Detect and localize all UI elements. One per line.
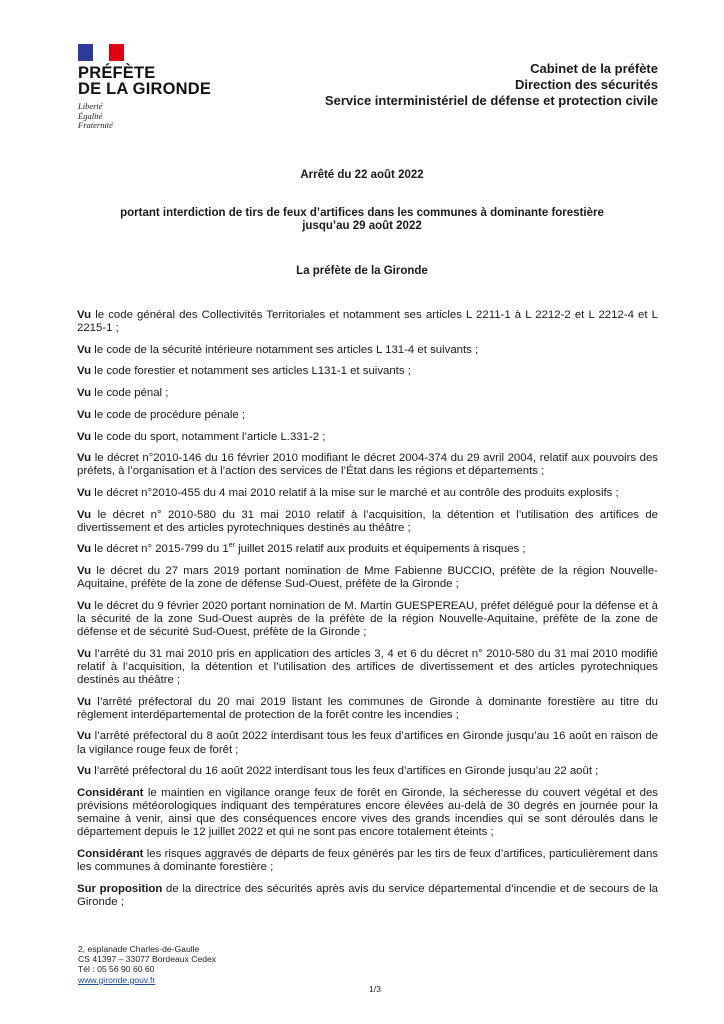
proposition-paragraph: Sur proposition de la directrice des sécurités après avis du service départemental d’incendie et de secours de la Gironde ; xyxy=(77,882,659,908)
arrete-subject xyxy=(0,207,724,233)
marianne-flag-icon xyxy=(78,44,124,61)
visa-paragraph: Vu le code de la sécurité intérieure notamment ses articles L 131-4 et suivants ; xyxy=(77,343,479,356)
motto-fraternite: Fraternité xyxy=(78,120,113,130)
visas-list xyxy=(77,309,658,917)
visa-paragraph: Vu le décret n° 2010-580 du 31 mai 2010 relatif à l’acquisition, la détention et l’utilisation des artifices de divertissement et des articles pyrotechniques destinés au théâtre ; xyxy=(77,508,658,534)
logo-title-line1: PRÉFÈTE xyxy=(78,64,156,82)
service-sidpc: Service interministériel de défense et protection civile xyxy=(324,93,658,108)
visa-paragraph: Vu le code du sport, notamment l’article L.331-2 ; xyxy=(77,430,326,443)
arrete-date-title: Arrêté du 22 août 2022 xyxy=(300,169,424,181)
service-direction: Direction des sécurités xyxy=(514,77,658,92)
visa-paragraph: Vu le décret n° 2015-799 du 1er juillet 2015 relatif aux produits et équipements à risques ; xyxy=(77,542,526,556)
subject-line-2: jusqu’au 29 août 2022 xyxy=(302,220,422,232)
considerant-paragraph: Considérant le maintien en vigilance orange feux de forêt en Gironde, la sécheresse du couvert végétal et des prévisions météorologiques indiquant des températures encore élevées au-delà de 30 degrés en journée pour la semaine à venir, ainsi que des conséquences encore vives des grands incendies qui se sont déroulés dans le département depuis le 12 juillet 2022 et qui ne sont pas encore totalement éteints ; xyxy=(77,786,658,839)
footer-phone: Tél : 05 56 90 60 60 xyxy=(78,964,155,975)
footer-address-line2: CS 41397 – 33077 Bordeaux Cedex xyxy=(78,954,217,965)
visa-paragraph: Vu le code de procédure pénale ; xyxy=(77,408,246,421)
footer-website-link[interactable]: www.gironde.gouv.fr xyxy=(78,974,156,985)
visa-paragraph: Vu le décret du 27 mars 2019 portant nomination de Mme Fabienne BUCCIO, préfète de la région Nouvelle-Aquitaine, préfète de la zone de défense Sud-Ouest, préfète de la Gironde ; xyxy=(77,565,658,591)
subject-line-1: portant interdiction de tirs de feux d’artifices dans les communes à dominante forestière xyxy=(120,207,604,219)
footer-contact xyxy=(78,944,216,985)
issuing-services xyxy=(325,61,658,109)
visa-paragraph: Vu le code général des Collectivités Territoriales et notamment ses articles L 2211-1 à L 2212-2 et L 2212-4 et L 2215-1 ; xyxy=(77,309,658,335)
motto-egalite: Égalité xyxy=(78,110,103,121)
visa-paragraph: Vu le code pénal ; xyxy=(77,387,169,400)
issuing-authority: La préfète de la Gironde xyxy=(296,265,428,277)
republic-motto xyxy=(78,102,218,131)
service-cabinet: Cabinet de la préfète xyxy=(530,61,658,76)
motto-liberte: Liberté xyxy=(78,101,103,111)
visa-paragraph: Vu le décret n°2010-146 du 16 février 2010 modifiant le décret 2004-374 du 29 avril 2004, relatif aux pouvoirs des préfets, à l’organisation et à l’action des services de l’État dans les régions et départements ; xyxy=(77,452,658,478)
page-number: 1/3 xyxy=(369,984,381,994)
visa-paragraph: Vu l’arrêté préfectoral du 16 août 2022 interdisant tous les feux d’artifices en Gironde jusqu’au 22 août ; xyxy=(77,765,599,778)
footer-address-line1: 2, esplanade Charles-de-Gaulle xyxy=(78,944,200,954)
visa-paragraph: Vu le code forestier et notamment ses articles L131-1 et suivants ; xyxy=(77,365,411,378)
visa-paragraph: Vu l’arrêté du 31 mai 2010 pris en application des articles 3, 4 et 6 du décret n° 2010-580 du 31 mai 2010 modifié relatif à l’acquisition, la détention et l’utilisation des artifices de divertissement et des articles pyrotechniques destinés au théâtre ; xyxy=(77,647,658,686)
visa-paragraph: Vu l’arrêté préfectoral du 20 mai 2019 listant les communes de Gironde à dominante forestière au titre du règlement interdépartemental de protection de la forêt contre les incendies ; xyxy=(77,695,658,721)
visa-paragraph: Vu le décret du 9 février 2020 portant nomination de M. Martin GUESPEREAU, préfet délégué pour la défense et à la sécurité de la zone Sud-Ouest auprès de la préfète de la région Nouvelle-Aquitaine, préfète de la zone de défense et de sécurité Sud-Ouest, préfète de la Gironde ; xyxy=(77,599,658,639)
considerant-paragraph: Considérant les risques aggravés de départs de feux générés par les tirs de feux d’artifices, particulièrement dans les communes à dominante forestière ; xyxy=(77,847,658,873)
prefecture-logo xyxy=(78,44,218,131)
visa-paragraph: Vu l’arrêté préfectoral du 8 août 2022 interdisant tous les feux d’artifices en Gironde jusqu’au 16 août en raison de la vigilance rouge feux de forêt ; xyxy=(77,730,658,756)
logo-title-line2: DE LA GIRONDE xyxy=(78,80,212,98)
visa-paragraph: Vu le décret n°2010-455 du 4 mai 2010 relatif à la mise sur le marché et au contrôle des produits explosifs ; xyxy=(77,487,619,499)
